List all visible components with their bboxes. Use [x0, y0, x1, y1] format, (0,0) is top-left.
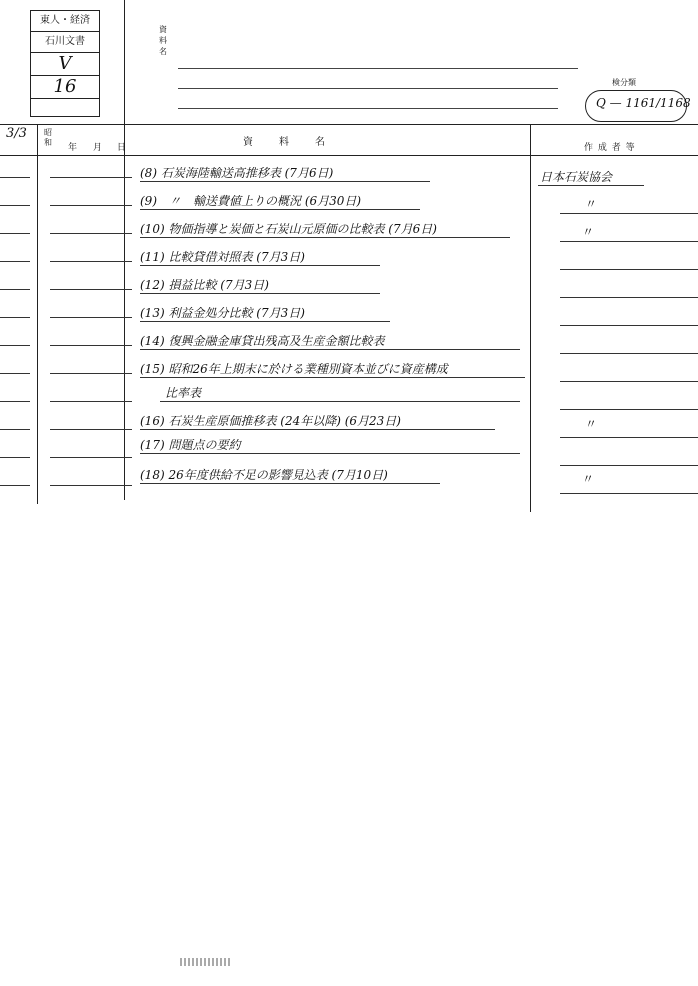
header-rule-2 [178, 88, 558, 89]
material-column-header: 資 料 名 [243, 137, 327, 148]
row-tick [0, 317, 30, 318]
author-rule [560, 381, 698, 382]
stamp-code-number: 16 [31, 76, 99, 99]
item-underline [140, 293, 380, 294]
author-rule [560, 297, 698, 298]
item-underline [140, 321, 390, 322]
item-underline [140, 237, 510, 238]
list-item: (9) 〃 輸送費値上りの概況 (6月30日) [140, 194, 362, 208]
author-rule [560, 465, 698, 466]
list-item: (12) 損益比較 (7月3日) [140, 278, 269, 292]
item-underline [160, 401, 520, 402]
year-label: 年 [68, 143, 79, 153]
classification-value: Q — 1161/1168 [596, 96, 691, 110]
list-item: (8) 石炭海陸輸送高推移表 (7月6日) [140, 166, 334, 180]
row-tick [50, 317, 132, 318]
list-item: (17) 問題点の要約 [140, 438, 241, 452]
date-mark: 3/3 [6, 126, 27, 141]
row-tick [0, 373, 30, 374]
stamp-code-letter: V [31, 53, 99, 76]
row-tick [50, 429, 132, 430]
list-item: (15) 昭和26年上期末に於ける業種別資本並びに資産構成 [140, 362, 448, 376]
left-margin-rule [124, 0, 125, 500]
author-rule [538, 185, 644, 186]
author-rule [560, 353, 698, 354]
item-underline [140, 429, 495, 430]
item-author: 〃 [582, 472, 595, 486]
item-author: 日本石炭協会 [540, 170, 613, 184]
row-tick [0, 261, 30, 262]
stamp-row-1: 東人・経済 [31, 11, 99, 32]
month-label: 月 [93, 143, 104, 153]
era-label: 昭和 [44, 128, 53, 147]
row-tick [0, 429, 30, 430]
list-item: (13) 利益金処分比較 (7月3日) [140, 306, 305, 320]
row-tick [50, 233, 132, 234]
row-tick [50, 485, 132, 486]
list-item-continuation: 比率表 [165, 386, 202, 400]
row-tick [50, 457, 132, 458]
table-top-rule [0, 124, 698, 125]
row-tick [0, 401, 30, 402]
row-tick [50, 177, 132, 178]
row-tick [50, 205, 132, 206]
item-author: 〃 [585, 417, 598, 431]
row-tick [50, 401, 132, 402]
archive-stamp [30, 10, 100, 117]
row-tick [0, 345, 30, 346]
author-rule [560, 269, 698, 270]
row-tick [0, 177, 30, 178]
item-author: 〃 [585, 197, 598, 211]
item-underline [140, 349, 520, 350]
table-header-bottom-rule [0, 155, 698, 156]
author-rule [560, 437, 698, 438]
list-item: (18) 26年度供給不足の影響見込表 (7月10日) [140, 468, 388, 482]
label-char-3: 名 [159, 47, 167, 56]
author-rule [560, 409, 698, 410]
item-underline [140, 265, 380, 266]
list-item: (14) 復興金融金庫貸出残高及生産金額比較表 [140, 334, 385, 348]
row-tick [50, 261, 132, 262]
item-underline [140, 209, 420, 210]
scan-artifact [180, 958, 230, 966]
row-tick [0, 205, 30, 206]
row-tick [0, 485, 30, 486]
list-item: (10) 物価指導と炭価と石炭山元原価の比較表 (7月6日) [140, 222, 437, 236]
day-label: 日 [117, 143, 128, 153]
item-underline [140, 453, 520, 454]
item-underline [140, 483, 440, 484]
stamp-blank [31, 99, 99, 115]
list-item: (16) 石炭生産原価推移表 (24年以降) (6月23日) [140, 414, 401, 428]
item-underline [140, 377, 525, 378]
header-rule-1 [178, 68, 578, 69]
author-rule [560, 493, 698, 494]
item-underline [140, 181, 430, 182]
list-item: (11) 比較貸借対照表 (7月3日) [140, 250, 305, 264]
item-author: 〃 [582, 225, 595, 239]
stamp-row-2: 石川文書 [31, 32, 99, 53]
row-tick [0, 457, 30, 458]
author-rule [560, 325, 698, 326]
label-char-2: 料 [159, 36, 167, 45]
row-tick [50, 345, 132, 346]
label-char-1: 資 [159, 25, 167, 34]
author-rule [560, 241, 698, 242]
col-rule-author [530, 124, 531, 512]
material-name-label [158, 24, 168, 57]
row-tick [50, 373, 132, 374]
row-tick [0, 233, 30, 234]
classification-label: 検分類 [612, 78, 636, 87]
author-column-header: 作 成 者 等 [584, 143, 636, 153]
author-rule [560, 213, 698, 214]
header-rule-3 [178, 108, 558, 109]
row-tick [50, 289, 132, 290]
row-tick [0, 289, 30, 290]
col-rule-date [37, 124, 38, 504]
